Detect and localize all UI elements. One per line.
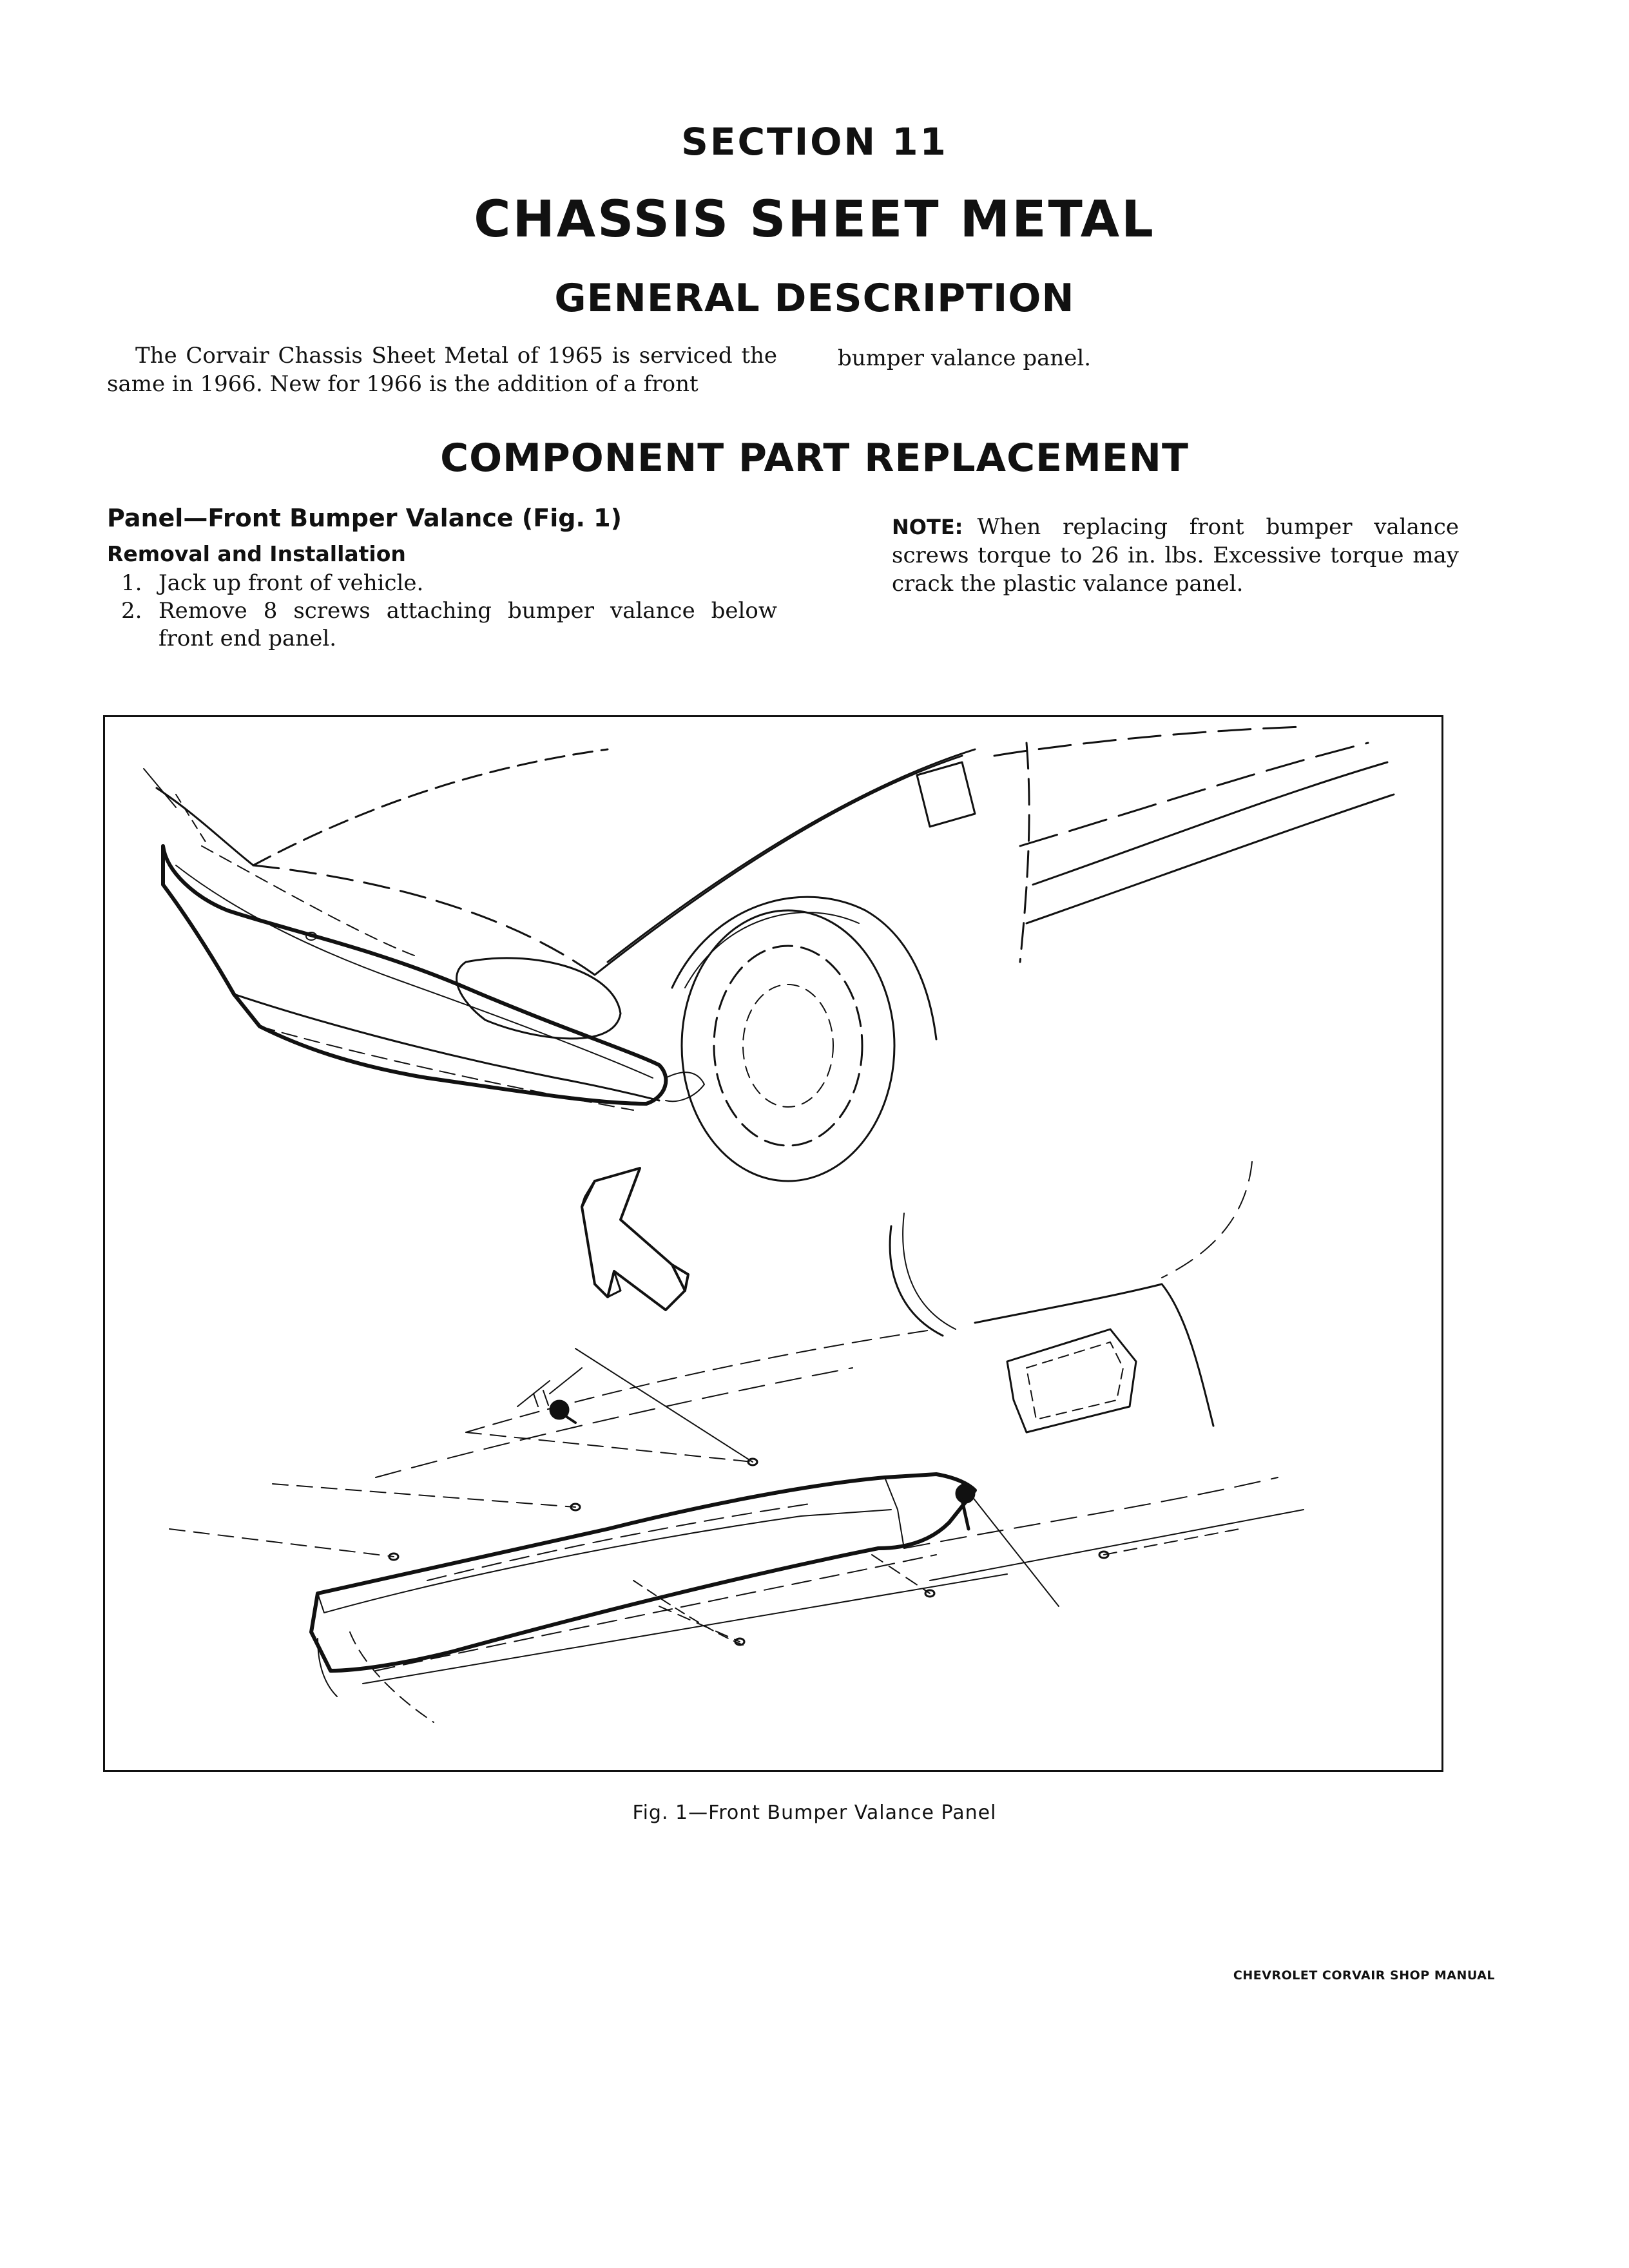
step-text: Remove 8 screws attaching bumper valance below front end panel.: [159, 598, 777, 651]
note: [892, 513, 1459, 598]
procedure-heading: Removal and Installation: [107, 541, 406, 566]
valance-panel-illustration: [169, 1162, 1304, 1722]
figure-illustration: [105, 717, 1441, 1770]
general-description-heading: GENERAL DESCRIPTION: [554, 276, 1075, 321]
footer-manual-name: CHEVROLET CORVAIR SHOP MANUAL: [1233, 1968, 1495, 1983]
direction-arrow-icon: [582, 1168, 688, 1310]
procedure-steps: [107, 570, 777, 653]
screw-icon: [956, 1485, 974, 1529]
step-text: Jack up front of vehicle.: [159, 570, 424, 596]
general-description-text: The Corvair Chassis Sheet Metal of 1965 is serviced the same in 1966. New for 1966 is the addition of a front: [107, 343, 777, 397]
step-number: 2.: [121, 598, 142, 624]
figure-caption: Fig. 1—Front Bumper Valance Panel: [632, 1802, 997, 1824]
section-label: SECTION 11: [681, 120, 948, 164]
page-title: CHASSIS SHEET METAL: [474, 191, 1155, 249]
step-number: 1.: [121, 570, 142, 596]
general-description-text-continued: bumper valance panel.: [838, 345, 1092, 371]
component-replacement-heading: COMPONENT PART REPLACEMENT: [440, 436, 1189, 481]
figure-frame: [103, 715, 1443, 1772]
note-text: When replacing front bumper valance screws torque to 26 in. lbs. Excessive torque may crack the plastic valance panel.: [892, 514, 1459, 597]
panel-subheading: Panel—Front Bumper Valance (Fig. 1): [107, 504, 622, 532]
procedure-step: [107, 570, 777, 597]
car-front-illustration: [144, 727, 1394, 1181]
note-label: NOTE:: [892, 515, 963, 539]
procedure-step: [107, 597, 777, 653]
